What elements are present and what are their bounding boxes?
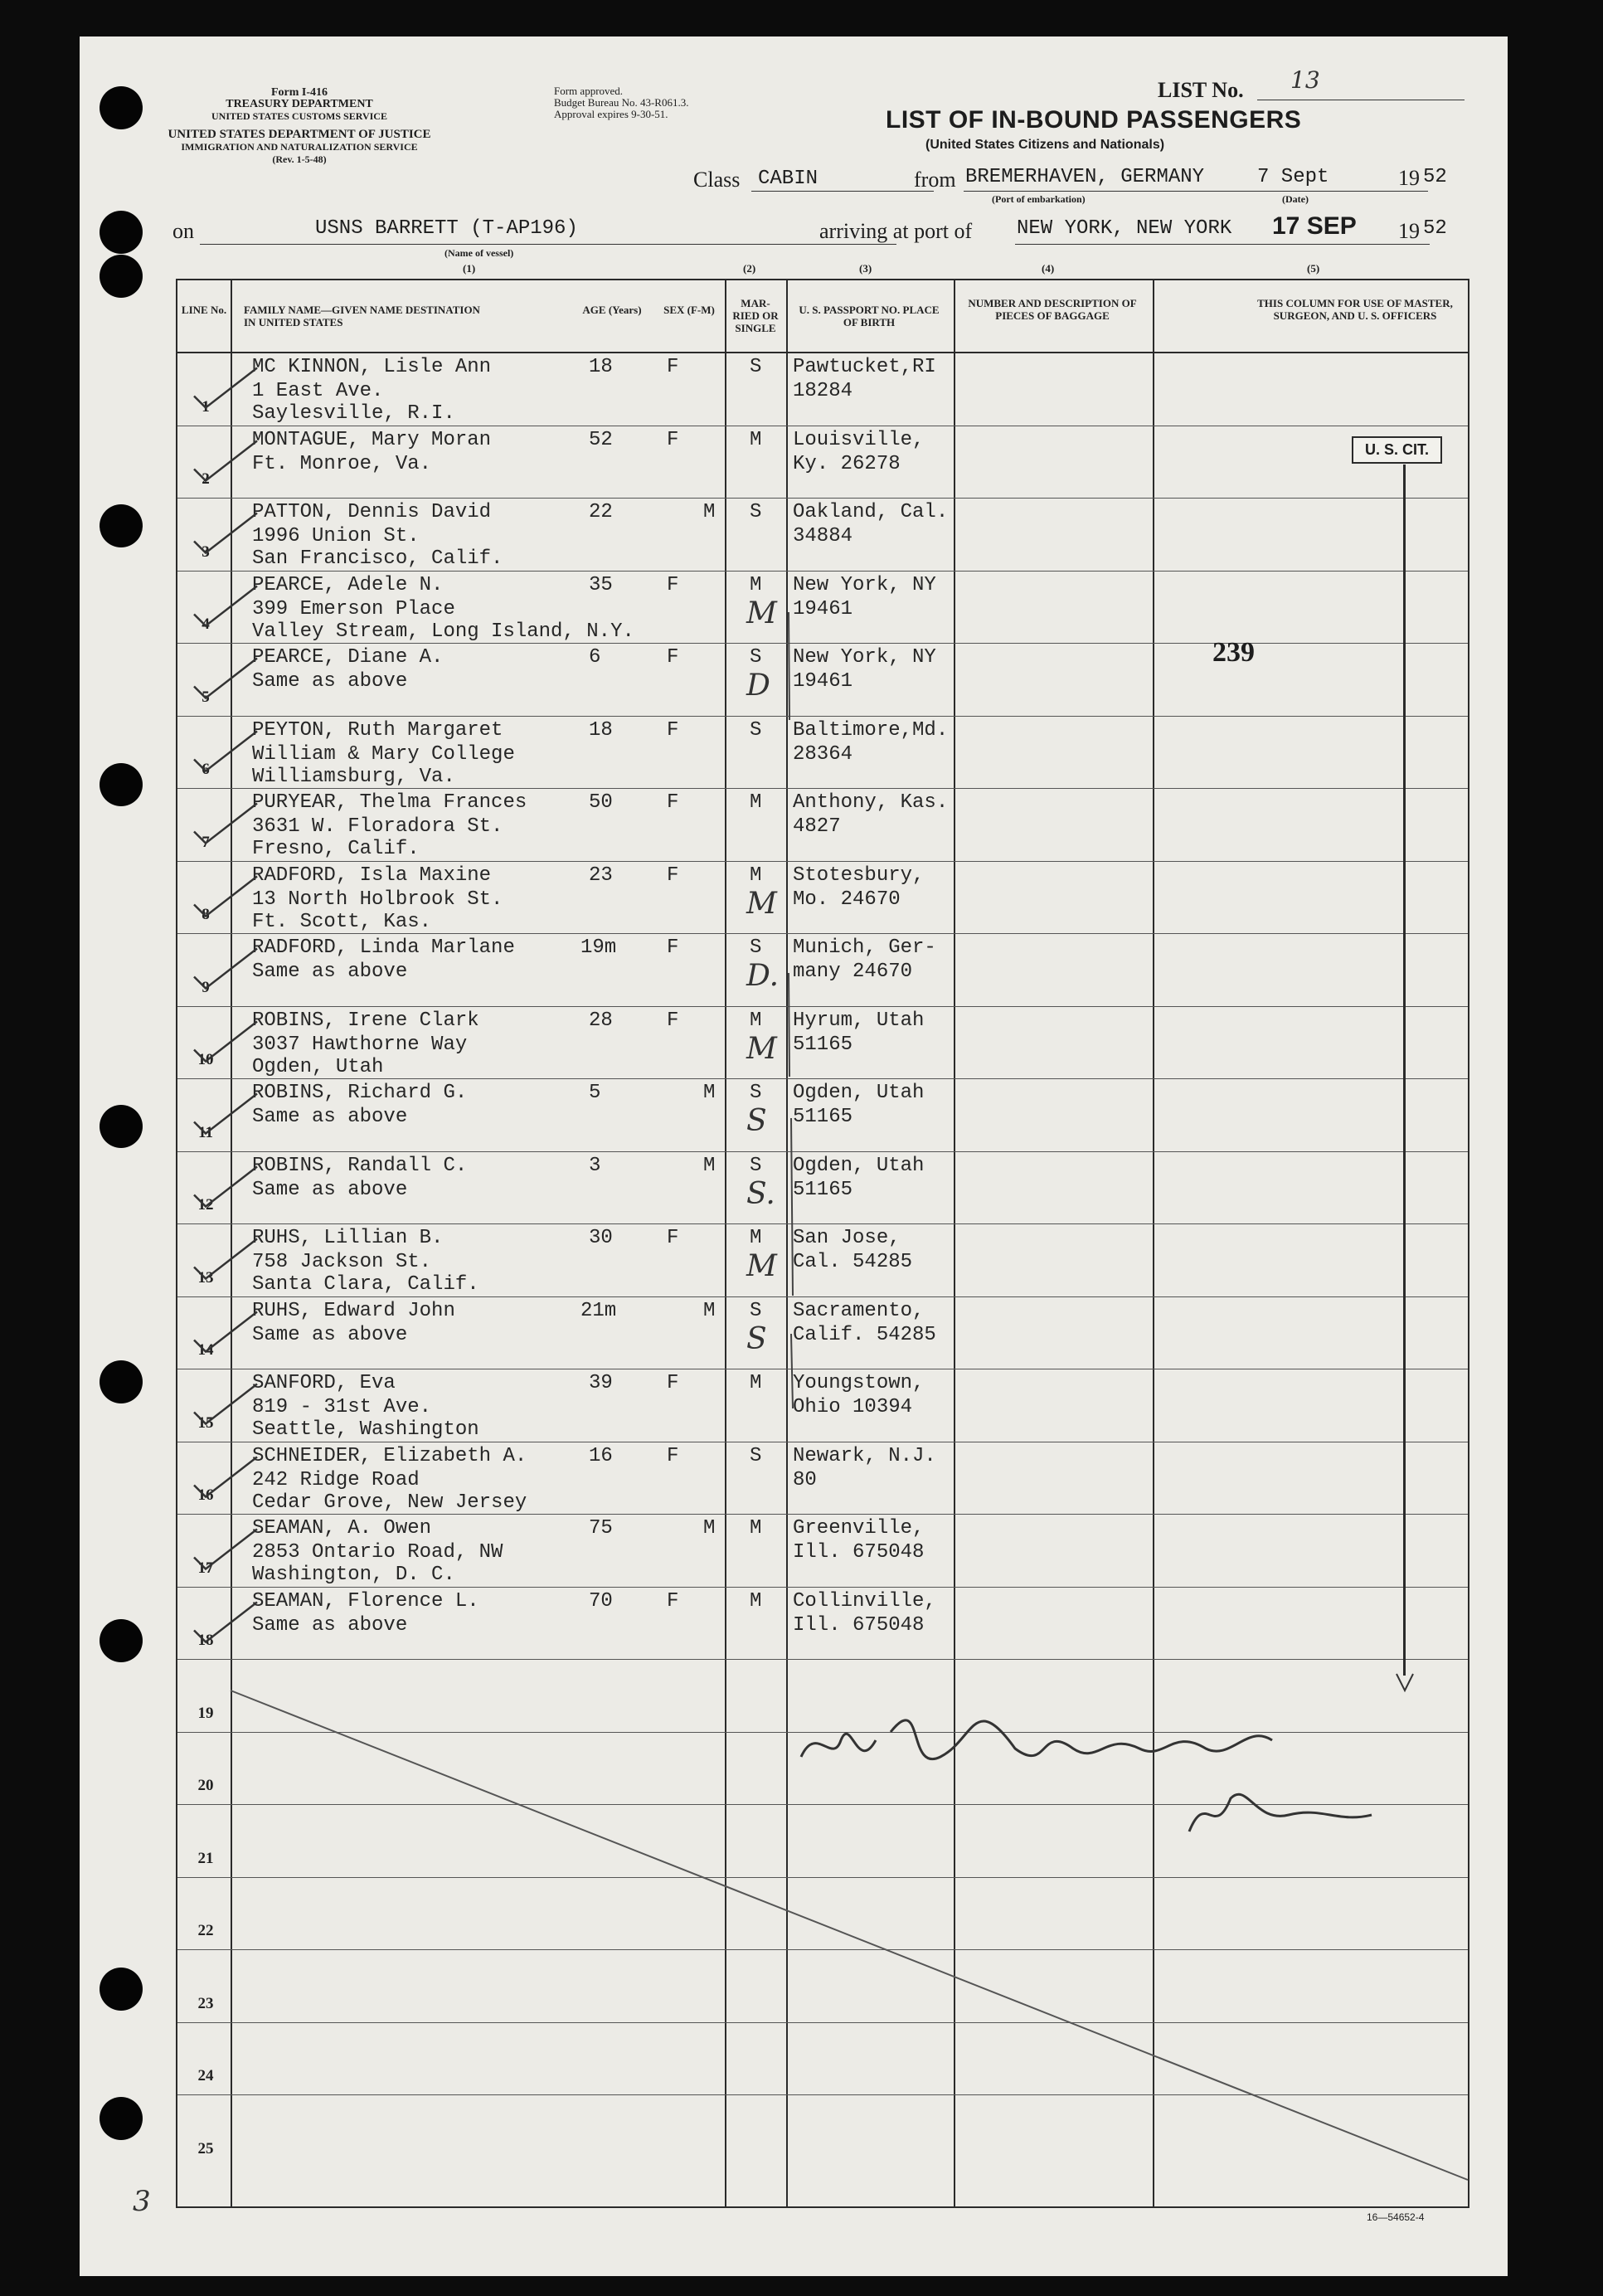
passenger-address-1: Same as above <box>252 961 408 983</box>
passenger-passport-no: Ill. 675048 <box>793 1541 925 1564</box>
line-number: 5 <box>202 688 210 706</box>
list-no-label: LIST No. <box>1158 78 1244 102</box>
line-number: 23 <box>197 1994 214 2012</box>
passenger-birthplace: Louisville, <box>793 428 925 451</box>
col-number-2: (2) <box>743 262 756 275</box>
line-number: 21 <box>197 1849 214 1867</box>
on-label: on <box>172 219 194 243</box>
form-subtitle: (United States Citizens and Nationals) <box>925 138 1165 152</box>
class-value: CABIN <box>758 168 819 190</box>
form-number: Form I-416 <box>270 86 328 99</box>
col-number-5: (5) <box>1307 262 1320 275</box>
from-underline <box>964 191 1428 192</box>
passenger-address-2: Santa Clara, Calif. <box>252 1273 479 1296</box>
passenger-address-1: Ft. Monroe, Va. <box>252 452 432 475</box>
margin-mark: 3 <box>133 2185 151 2218</box>
line-number: 24 <box>197 2067 214 2084</box>
line-number: 18 <box>197 1632 214 1649</box>
passenger-address-1: 1 East Ave. <box>252 380 384 402</box>
passenger-address-2: Ogden, Utah <box>252 1055 384 1078</box>
passenger-address-1: 242 Ridge Road <box>252 1468 420 1491</box>
passenger-address-1: Same as above <box>252 1323 408 1346</box>
passenger-passport-no: 19461 <box>793 597 853 620</box>
col-number-3: (3) <box>859 262 872 275</box>
passenger-sex: F <box>667 428 679 451</box>
dept-treasury-sub: UNITED STATES CUSTOMS SERVICE <box>211 110 387 122</box>
passenger-age: 5 <box>589 1082 601 1104</box>
passenger-address-2: Washington, D. C. <box>252 1564 455 1586</box>
passenger-birthplace: Collinville, <box>793 1589 936 1613</box>
passenger-sex: F <box>667 646 679 669</box>
date-caption: (Date) <box>1282 193 1309 205</box>
passenger-sex: M <box>703 501 716 523</box>
passenger-name: MC KINNON, Lisle Ann <box>252 356 492 378</box>
passenger-birthplace: Sacramento, <box>793 1299 925 1322</box>
passenger-age: 16 <box>589 1444 613 1467</box>
from-label: from <box>914 168 956 192</box>
passenger-count: 239 <box>1212 637 1255 668</box>
line-number: 3 <box>202 542 210 561</box>
line-number: 13 <box>197 1268 214 1287</box>
passenger-sex: F <box>667 573 679 596</box>
passenger-address-1: 819 - 31st Ave. <box>252 1396 432 1418</box>
line-number: 17 <box>197 1559 214 1577</box>
punch-hole <box>100 2097 143 2140</box>
passenger-passport-no: 80 <box>793 1468 817 1491</box>
line-number: 20 <box>197 1777 214 1794</box>
punch-hole <box>100 1360 143 1403</box>
passenger-age: 52 <box>589 428 613 451</box>
header-line-no: LINE No. <box>181 304 227 316</box>
line-number: 14 <box>197 1341 214 1359</box>
passenger-birthplace: Baltimore,Md. <box>793 718 949 742</box>
approval-line-3: Approval expires 9-30-51. <box>554 108 668 120</box>
passenger-age: 6 <box>589 646 601 669</box>
passenger-sex: M <box>703 1082 716 1104</box>
passenger-birthplace: Hyrum, Utah <box>793 1009 925 1032</box>
passenger-address-1: 13 North Holbrook St. <box>252 888 503 911</box>
from-year: 52 <box>1423 166 1447 188</box>
passenger-passport-no: Cal. 54285 <box>793 1251 913 1273</box>
line-number: 25 <box>197 2139 214 2157</box>
line-number: 6 <box>202 761 210 778</box>
passenger-birthplace: Anthony, Kas. <box>793 791 949 814</box>
passenger-sex: F <box>667 1589 679 1613</box>
passenger-address-2: Ft. Scott, Kas. <box>252 910 432 933</box>
revision: (Rev. 1-5-48) <box>272 153 327 165</box>
passenger-marital-status: M <box>750 1589 762 1613</box>
line-number: 8 <box>202 906 210 923</box>
passenger-age: 23 <box>589 863 613 887</box>
passenger-marital-status: M <box>750 573 762 596</box>
passenger-name: RUHS, Edward John <box>252 1299 455 1322</box>
passenger-table <box>176 279 1469 2223</box>
passenger-address-2: Fresno, Calif. <box>252 838 420 860</box>
passenger-birthplace: Ogden, Utah <box>793 1154 925 1177</box>
punch-hole <box>100 763 143 806</box>
passenger-sex: F <box>667 791 679 814</box>
passenger-address-1: 1996 Union St. <box>252 525 420 547</box>
passenger-age: 18 <box>589 718 613 742</box>
passenger-age: 18 <box>589 356 613 378</box>
handwritten-status: M <box>746 1249 777 1283</box>
passenger-address-1: William & Mary College <box>252 742 515 766</box>
passenger-marital-status: M <box>750 1009 762 1032</box>
passenger-passport-no: Mo. 24670 <box>793 888 901 911</box>
passenger-birthplace: Newark, N.J. <box>793 1444 936 1467</box>
passenger-name: SEAMAN, A. Owen <box>252 1517 432 1540</box>
header-married: MAR- RIED OR SINGLE <box>732 297 779 334</box>
passenger-address-1: 3037 Hawthorne Way <box>252 1033 468 1056</box>
passenger-address-2: Williamsburg, Va. <box>252 765 455 788</box>
arrival-underline <box>1015 244 1430 245</box>
approval-line-1: Form approved. <box>554 85 624 97</box>
line-number: 1 <box>202 397 210 416</box>
passenger-passport-no: Calif. 54285 <box>793 1323 936 1346</box>
passenger-birthplace: Youngstown, <box>793 1372 925 1394</box>
manifest-sheet <box>80 36 1508 2276</box>
header-officers: THIS COLUMN FOR USE OF MASTER, SURGEON, AND U. S. OFFICERS <box>1257 297 1453 322</box>
from-port: BREMERHAVEN, GERMANY <box>965 166 1205 188</box>
arrival-date-stamp: 17 SEP <box>1272 212 1357 240</box>
line-number: 16 <box>197 1486 214 1504</box>
passenger-passport-no: 34884 <box>793 525 853 547</box>
handwritten-status: D. <box>746 959 780 993</box>
vessel-underline <box>200 244 896 245</box>
passenger-sex: F <box>667 1009 679 1032</box>
punch-hole <box>100 504 143 547</box>
footer-code: 16—54652-4 <box>1367 2211 1425 2223</box>
passenger-passport-no: 18284 <box>793 380 853 402</box>
passenger-sex: M <box>703 1299 716 1322</box>
passenger-age: 22 <box>589 501 613 523</box>
passenger-marital-status: S <box>750 718 762 742</box>
line-number: 7 <box>202 833 210 851</box>
passenger-marital-status: S <box>750 1444 762 1467</box>
passenger-name: PATTON, Dennis David <box>252 501 492 523</box>
passenger-passport-no: 51165 <box>793 1178 853 1201</box>
header-sex: SEX (F-M) <box>663 304 715 316</box>
passenger-address-1: Same as above <box>252 1106 408 1128</box>
dept-justice: UNITED STATES DEPARTMENT OF JUSTICE <box>168 128 431 141</box>
passenger-passport-no: 51165 <box>793 1106 853 1128</box>
passenger-birthplace: New York, NY <box>793 646 936 669</box>
punch-hole <box>100 255 143 298</box>
dept-justice-sub: IMMIGRATION AND NATURALIZATION SERVICE <box>181 141 418 153</box>
passenger-passport-no: Ill. 675048 <box>793 1613 925 1637</box>
line-number: 11 <box>198 1123 213 1141</box>
port-caption: (Port of embarkation) <box>992 193 1086 205</box>
handwritten-status: S <box>746 1104 767 1138</box>
punch-hole <box>100 86 143 129</box>
passenger-name: MONTAGUE, Mary Moran <box>252 428 492 451</box>
approval-line-2: Budget Bureau No. 43-R061.3. <box>554 96 689 109</box>
passenger-marital-status: S <box>750 646 762 669</box>
passenger-birthplace: San Jose, <box>793 1227 901 1249</box>
passenger-sex: F <box>667 863 679 887</box>
from-date: 7 Sept <box>1257 166 1329 188</box>
passenger-sex: F <box>667 1227 679 1249</box>
passenger-marital-status: S <box>750 1299 762 1322</box>
passenger-address-2: Valley Stream, Long Island, N.Y. <box>252 620 634 643</box>
handwritten-status: M <box>746 596 777 630</box>
handwritten-status: S. <box>746 1176 775 1211</box>
passenger-passport-no: 28364 <box>793 742 853 766</box>
passenger-age: 3 <box>589 1154 601 1177</box>
passenger-sex: F <box>667 1372 679 1394</box>
passenger-sex: M <box>703 1154 716 1177</box>
passenger-birthplace: Munich, Ger- <box>793 936 936 959</box>
vessel-caption: (Name of vessel) <box>444 247 514 259</box>
passenger-address-1: 3631 W. Floradora St. <box>252 815 503 838</box>
col-number-4: (4) <box>1042 262 1055 275</box>
line-number: 2 <box>202 470 210 488</box>
passenger-sex: F <box>667 1444 679 1467</box>
passenger-address-1: 758 Jackson St. <box>252 1251 432 1273</box>
line-number: 19 <box>197 1704 214 1722</box>
passenger-age: 70 <box>589 1589 613 1613</box>
passenger-name: ROBINS, Richard G. <box>252 1082 468 1104</box>
passenger-birthplace: Oakland, Cal. <box>793 501 949 523</box>
passenger-passport-no: Ohio 10394 <box>793 1396 913 1418</box>
punch-hole <box>100 1105 143 1148</box>
header-name: FAMILY NAME—GIVEN NAME DESTINATION IN UNITED STATES <box>244 304 480 328</box>
punch-hole <box>100 1619 143 1662</box>
passenger-name: RADFORD, Linda Marlane <box>252 936 515 959</box>
passenger-address-1: Same as above <box>252 1178 408 1201</box>
header-passport: U. S. PASSPORT NO. PLACE OF BIRTH <box>799 304 940 328</box>
arrival-year-prefix: 19 <box>1398 219 1420 243</box>
passenger-marital-status: S <box>750 1154 762 1177</box>
passenger-marital-status: M <box>750 863 762 887</box>
passenger-address-1: 2853 Ontario Road, NW <box>252 1541 503 1564</box>
col-number-1: (1) <box>463 262 476 275</box>
passenger-marital-status: M <box>750 1227 762 1249</box>
passenger-address-1: Same as above <box>252 670 408 693</box>
passenger-age: 21m <box>580 1299 617 1322</box>
list-no-value: 13 <box>1290 66 1320 94</box>
line-number: 22 <box>197 1922 214 1939</box>
passenger-passport-no: 51165 <box>793 1033 853 1056</box>
passenger-marital-status: M <box>750 791 762 814</box>
passenger-address-1: Same as above <box>252 1613 408 1637</box>
passenger-marital-status: S <box>750 356 762 378</box>
passenger-age: 50 <box>589 791 613 814</box>
passenger-marital-status: S <box>750 936 762 959</box>
passenger-passport-no: 4827 <box>793 815 841 838</box>
passenger-name: PEARCE, Adele N. <box>252 573 444 596</box>
handwriting-overlay <box>177 280 1471 2210</box>
punch-hole <box>100 211 143 254</box>
dept-treasury: TREASURY DEPARTMENT <box>226 98 373 110</box>
class-label: Class <box>693 168 741 192</box>
handwritten-status: D <box>746 669 770 703</box>
passenger-age: 39 <box>589 1372 613 1394</box>
arrival-port: NEW YORK, NEW YORK <box>1017 217 1232 240</box>
passenger-name: SANFORD, Eva <box>252 1372 396 1394</box>
line-number: 15 <box>197 1413 214 1432</box>
passenger-name: PURYEAR, Thelma Frances <box>252 791 527 814</box>
passenger-address-2: San Francisco, Calif. <box>252 547 503 570</box>
passenger-age: 35 <box>589 573 613 596</box>
handwritten-status: M <box>746 886 777 921</box>
line-number: 4 <box>202 615 210 633</box>
arriving-label: arriving at port of <box>819 219 973 243</box>
form-title: LIST OF IN-BOUND PASSENGERS <box>886 106 1302 134</box>
arrival-year: 52 <box>1423 217 1447 240</box>
vessel-name: USNS BARRETT (T-AP196) <box>315 217 578 240</box>
passenger-marital-status: M <box>750 1517 762 1540</box>
passenger-address-2: Seattle, Washington <box>252 1418 479 1441</box>
passenger-birthplace: Greenville, <box>793 1517 925 1540</box>
line-number: 9 <box>202 978 210 996</box>
passenger-age: 75 <box>589 1517 613 1540</box>
passenger-birthplace: Pawtucket,RI <box>793 356 936 378</box>
passenger-passport-no: Ky. 26278 <box>793 452 901 475</box>
passenger-name: SCHNEIDER, Elizabeth A. <box>252 1444 527 1467</box>
passenger-birthplace: Stotesbury, <box>793 863 925 887</box>
from-year-prefix: 19 <box>1398 166 1420 190</box>
passenger-address-2: Cedar Grove, New Jersey <box>252 1491 527 1514</box>
passenger-name: ROBINS, Randall C. <box>252 1154 468 1177</box>
header-age: AGE (Years) <box>582 304 642 316</box>
header-baggage: NUMBER AND DESCRIPTION OF PIECES OF BAGGAGE <box>968 297 1137 322</box>
passenger-sex: F <box>667 718 679 742</box>
us-citizen-stamp: U. S. CIT. <box>1352 436 1442 464</box>
passenger-age: 19m <box>580 936 617 959</box>
passenger-sex: M <box>703 1517 716 1540</box>
passenger-age: 30 <box>589 1227 613 1249</box>
passenger-age: 28 <box>589 1009 613 1032</box>
passenger-passport-no: 19461 <box>793 670 853 693</box>
passenger-marital-status: S <box>750 1082 762 1104</box>
passenger-birthplace: Ogden, Utah <box>793 1082 925 1104</box>
passenger-name: RADFORD, Isla Maxine <box>252 863 492 887</box>
line-number: 12 <box>197 1196 214 1214</box>
passenger-address-2: Saylesville, R.I. <box>252 402 455 425</box>
passenger-address-1: 399 Emerson Place <box>252 597 455 620</box>
passenger-name: ROBINS, Irene Clark <box>252 1009 479 1032</box>
passenger-name: PEARCE, Diane A. <box>252 646 444 669</box>
class-underline <box>751 191 934 192</box>
passenger-birthplace: New York, NY <box>793 573 936 596</box>
passenger-name: RUHS, Lillian B. <box>252 1227 444 1249</box>
line-number: 10 <box>197 1051 214 1068</box>
passenger-sex: F <box>667 936 679 959</box>
passenger-name: PEYTON, Ruth Margaret <box>252 718 503 742</box>
passenger-passport-no: many 24670 <box>793 961 913 983</box>
passenger-sex: F <box>667 356 679 378</box>
passenger-name: SEAMAN, Florence L. <box>252 1589 479 1613</box>
passenger-marital-status: M <box>750 428 762 451</box>
handwritten-status: M <box>746 1031 777 1066</box>
passenger-marital-status: S <box>750 501 762 523</box>
handwritten-status: S <box>746 1321 767 1356</box>
passenger-marital-status: M <box>750 1372 762 1394</box>
punch-hole <box>100 1968 143 2011</box>
